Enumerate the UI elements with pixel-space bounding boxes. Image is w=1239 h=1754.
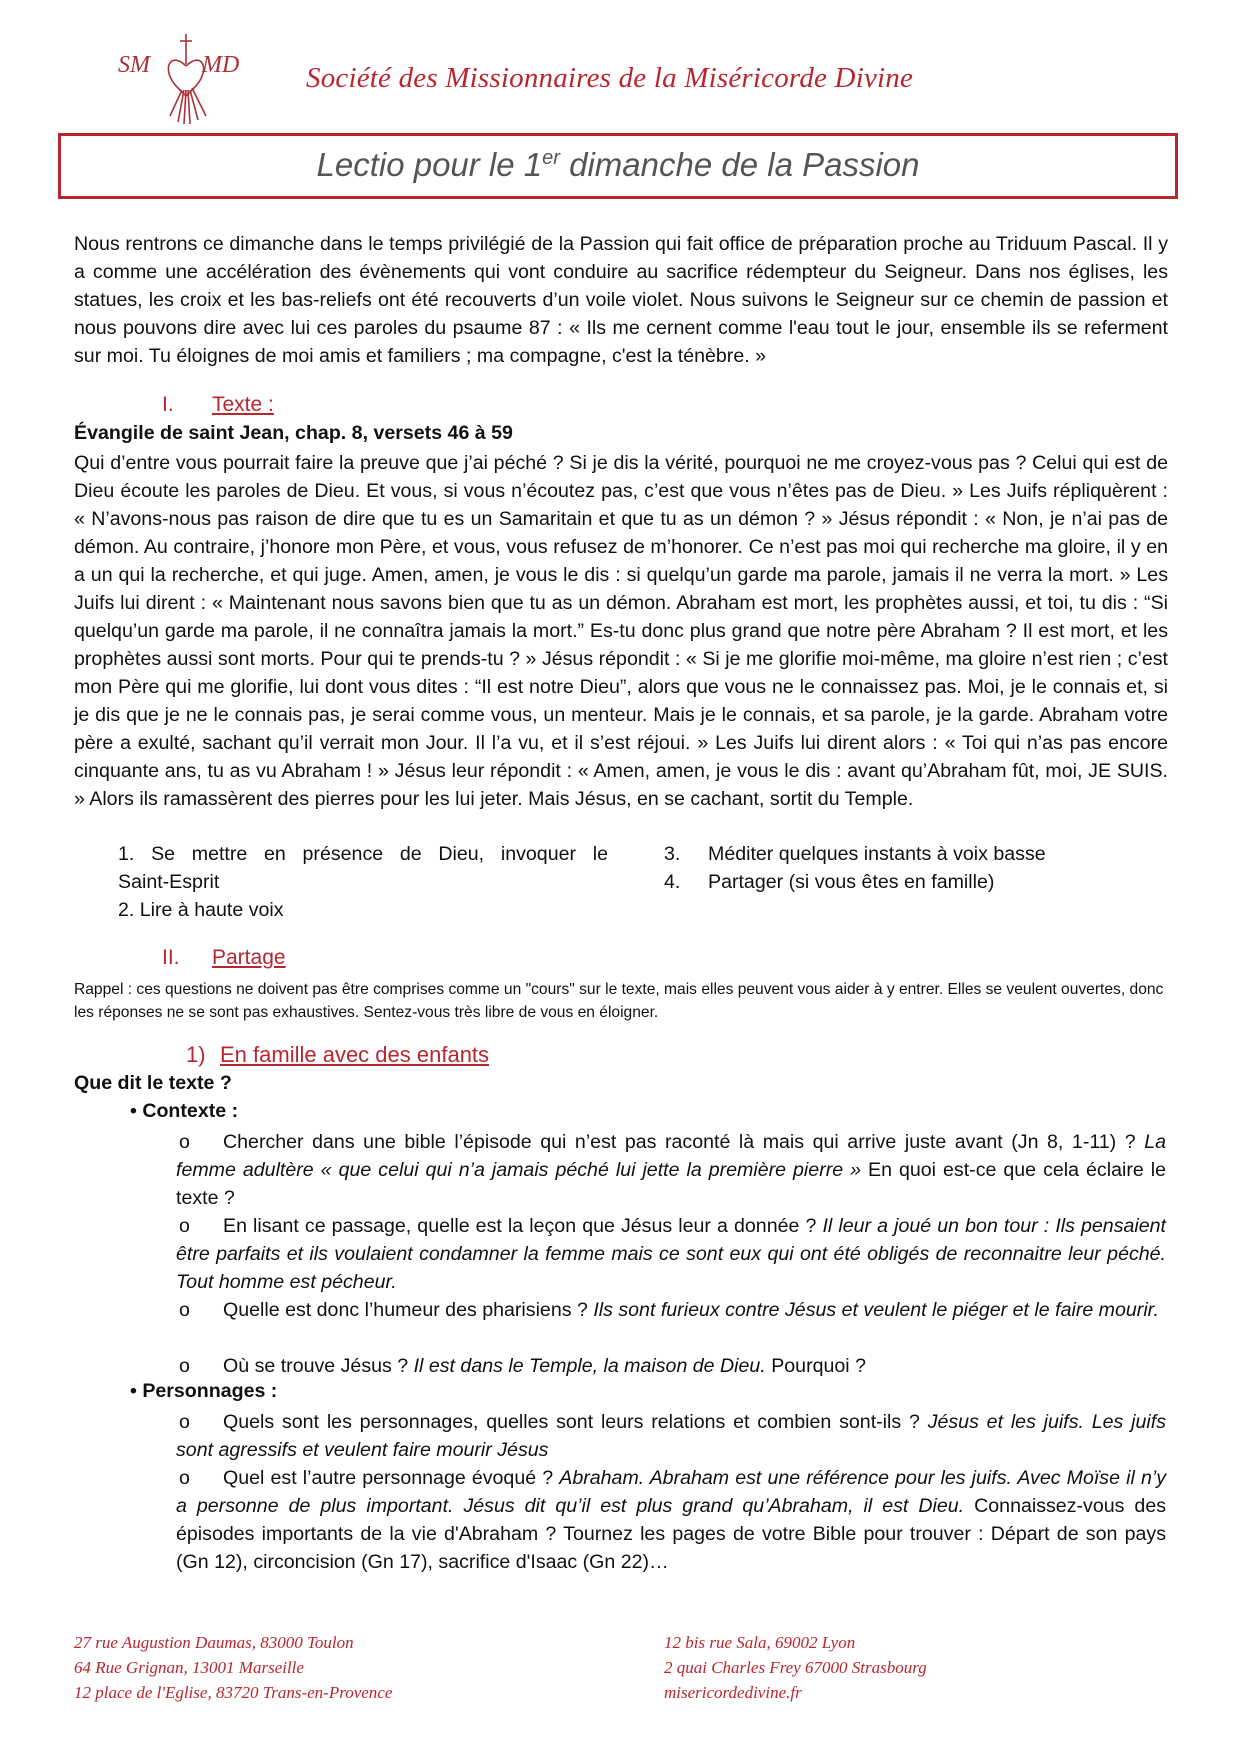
title-text-post: dimanche de la Passion: [559, 146, 920, 183]
footer-address: 64 Rue Grignan, 13001 Marseille: [74, 1658, 304, 1677]
item-answer: Ils sont furieux contre Jésus et veulent le piéger et le faire mourir.: [593, 1299, 1159, 1321]
circle-bullet-icon: o: [179, 1299, 190, 1321]
item-question: Où se trouve Jésus ?: [223, 1355, 409, 1377]
title-box: [58, 133, 1178, 199]
footer-address: 12 bis rue Sala, 69002 Lyon: [664, 1633, 856, 1652]
personnages-heading: [130, 1380, 277, 1403]
contexte-item-4: [176, 1352, 1166, 1380]
circle-bullet-icon: o: [179, 1467, 190, 1489]
item-question: Quels sont les personnages, quelles sont leurs relations et combien sont-ils ?: [223, 1411, 920, 1433]
circle-bullet-icon: o: [179, 1131, 190, 1153]
section-number: II.: [162, 946, 180, 969]
question-heading: Que dit le texte ?: [74, 1072, 232, 1094]
page-title: [61, 146, 1175, 184]
circle-bullet-icon: o: [179, 1355, 190, 1377]
contexte-item-2: [176, 1212, 1166, 1296]
step-4-number: 4.: [664, 871, 681, 893]
section-label: Partage: [212, 946, 286, 969]
step-4: [664, 868, 1184, 896]
contexte-item-3: [176, 1296, 1166, 1324]
bullet-icon: •: [130, 1380, 143, 1402]
bullet-icon: •: [130, 1100, 143, 1122]
item-question: Chercher dans une bible l’épisode qui n’est pas raconté là mais qui arrive juste avant (Jn 8, 1-11) ?: [223, 1131, 1136, 1153]
section-heading-partage: [162, 946, 286, 970]
footer-addresses-right: [664, 1630, 927, 1705]
intro-paragraph: Nous rentrons ce dimanche dans le temps privilégié de la Passion qui fait office de préparation proche au Triduum Pascal. Il y a comme une accélération des évènements qui vont conduire au sacrifice rédempteur du Seigneur. Dans nos églises, les statues, les croix et les bas-reliefs ont été recouverts d’un voile violet. Nous suivons le Seigneur sur ce chemin de passion et nous pouvons dire avec lui ces paroles du psaume 87 : « Ils me cernent comme l'eau tout le jour, ensemble ils se referment sur moi. Tu éloignes de moi amis et familiers ; ma compagne, c'est la ténèbre. »: [74, 233, 1168, 367]
organization-name: Société des Missionnaires de la Miséricorde Divine: [306, 62, 914, 94]
step-3-label: Méditer quelques instants à voix basse: [708, 843, 1046, 865]
steps-left-column: [118, 840, 608, 924]
subsection-label: En famille avec des enfants: [220, 1042, 490, 1067]
step-1-line-2: Saint-Esprit: [118, 871, 220, 893]
item-answer: La femme adultère « que celui qui n’a jamais péché lui jette la première pierre »: [176, 1131, 1166, 1181]
personnages-label: Personnages :: [142, 1380, 278, 1402]
section-heading-texte: [162, 393, 274, 417]
item-question: Quelle est donc l’humeur des pharisiens ?: [223, 1299, 588, 1321]
subsection-heading: [186, 1042, 489, 1068]
personnages-item-1: [176, 1408, 1166, 1464]
footer-website-link[interactable]: misericordedivine.fr: [664, 1683, 802, 1702]
item-answer: Il leur a joué un bon tour : Ils pensaient être parfaits et ils voulaient condamner la femme mais ce sont eux qui ont été obligés de reconnaitre leur péché. Tout homme est pécheur.: [176, 1215, 1166, 1293]
section-label: Texte :: [212, 393, 274, 416]
contexte-item-1: [176, 1128, 1166, 1212]
item-answer: Abraham. Abraham est une référence pour les juifs. Avec Moïse il n’y a personne de plus important. Jésus dit qu’il est plus grand qu’Abraham, il est Dieu.: [176, 1467, 1166, 1517]
circle-bullet-icon: o: [179, 1411, 190, 1433]
item-answer: Il est dans le Temple, la maison de Dieu.: [413, 1355, 766, 1377]
footer-address: 12 place de l'Eglise, 83720 Trans-en-Provence: [74, 1683, 393, 1702]
item-question-followup: Connaissez-vous des épisodes importants de la vie d'Abraham ? Tournez les pages de votre Bible pour trouver : Départ de son pays (Gn 12), circoncision (Gn 17), sacrifice d'Isaac (Gn 22)…: [176, 1495, 1167, 1573]
title-superscript: er: [542, 147, 560, 169]
footer-address: 27 rue Augustion Daumas, 83000 Toulon: [74, 1633, 354, 1652]
subsection-number: 1): [186, 1042, 206, 1067]
step-3: [664, 840, 1184, 868]
footer-address: 2 quai Charles Frey 67000 Strasbourg: [664, 1658, 927, 1677]
item-question: En lisant ce passage, quelle est la leçon que Jésus leur a donnée ?: [223, 1215, 817, 1237]
smmd-logo: [118, 30, 258, 126]
step-4-label: Partager (si vous êtes en famille): [708, 871, 995, 893]
contexte-label: Contexte :: [142, 1100, 239, 1122]
item-question-followup: Pourquoi ?: [771, 1355, 866, 1377]
logo-letters-left: SM: [118, 52, 150, 78]
step-2: 2. Lire à haute voix: [118, 899, 284, 921]
contexte-heading: [130, 1100, 238, 1123]
item-question: Quel est l’autre personnage évoqué ?: [223, 1467, 554, 1489]
step-1-line-1: 1. Se mettre en présence de Dieu, invoquer le: [118, 843, 608, 865]
personnages-item-2: [176, 1464, 1166, 1576]
title-text-pre: Lectio pour le 1: [316, 146, 543, 183]
circle-bullet-icon: o: [179, 1215, 190, 1237]
reminder-note: Rappel : ces questions ne doivent pas être comprises comme un "cours" sur le texte, mais elles peuvent vous aider à y entrer. Elles se veulent ouvertes, donc les réponses ne se sont pas exhaustives. Sentez-vous très libre de vous en éloigner.: [74, 981, 1164, 1021]
gospel-reference: Évangile de saint Jean, chap. 8, versets 46 à 59: [74, 422, 513, 444]
logo-letters-right: MD: [202, 52, 240, 78]
section-number: I.: [162, 393, 174, 416]
item-question-followup: En quoi est-ce que cela éclaire le texte ?: [176, 1159, 1166, 1209]
step-3-number: 3.: [664, 843, 681, 865]
item-answer: Jésus et les juifs. Les juifs sont agressifs et veulent faire mourir Jésus: [176, 1411, 1167, 1461]
steps-right-column: [664, 840, 1184, 896]
footer-addresses-left: [74, 1630, 392, 1705]
gospel-text: Qui d’entre vous pourrait faire la preuve que j’ai péché ? Si je dis la vérité, pourquoi ne me croyez-vous pas ? Celui qui est de Dieu écoute les paroles de Dieu. Et vous, si vous n’écoutez pas, c’est que vous n’êtes pas de Dieu. » Les Juifs répliquèrent : « N’avons-nous pas raison de dire que tu es un Samaritain et que tu as un démon ? » Jésus répondit : « Non, je n’ai pas de démon. Au contraire, j’honore mon Père, et vous, vous refusez de m’honorer. Ce n’est pas moi qui recherche ma gloire, il y en a un qui la recherche, et qui juge. Amen, amen, je vous le dis : si quelqu’un garde ma parole, jamais il ne verra la mort. » Les Juifs lui dirent : « Maintenant nous savons bien que tu as un démon. Abraham est mort, les prophètes aussi, et toi, tu dis : “Si quelqu’un garde ma parole, il ne connaîtra jamais la mort.” Es-tu donc plus grand que notre père Abraham ? Il est mort, et les prophètes aussi sont morts. Pour qui te prends-tu ? » Jésus répondit : « Si je me glorifie moi-même, ma gloire n’est rien ; c’est mon Père qui me glorifie, lui dont vous dites : “Il est notre Dieu”, alors que vous ne le connaissez pas. Moi, je le connais et, si je dis que je ne le connais pas, je serai comme vous, un menteur. Mais je le connais, et sa parole, je la garde. Abraham votre père a exulté, sachant qu’il verrait mon Jour. Il l’a vu, et il s’est réjoui. » Les Juifs lui dirent alors : « Toi qui n’as pas encore cinquante ans, tu as vu Abraham ! » Jésus leur répondit : « Amen, amen, je vous le dis : avant qu’Abraham fût, moi, JE SUIS. » Alors ils ramassèrent des pierres pour les lui jeter. Mais Jésus, en se cachant, sortit du Temple.: [74, 452, 1168, 810]
